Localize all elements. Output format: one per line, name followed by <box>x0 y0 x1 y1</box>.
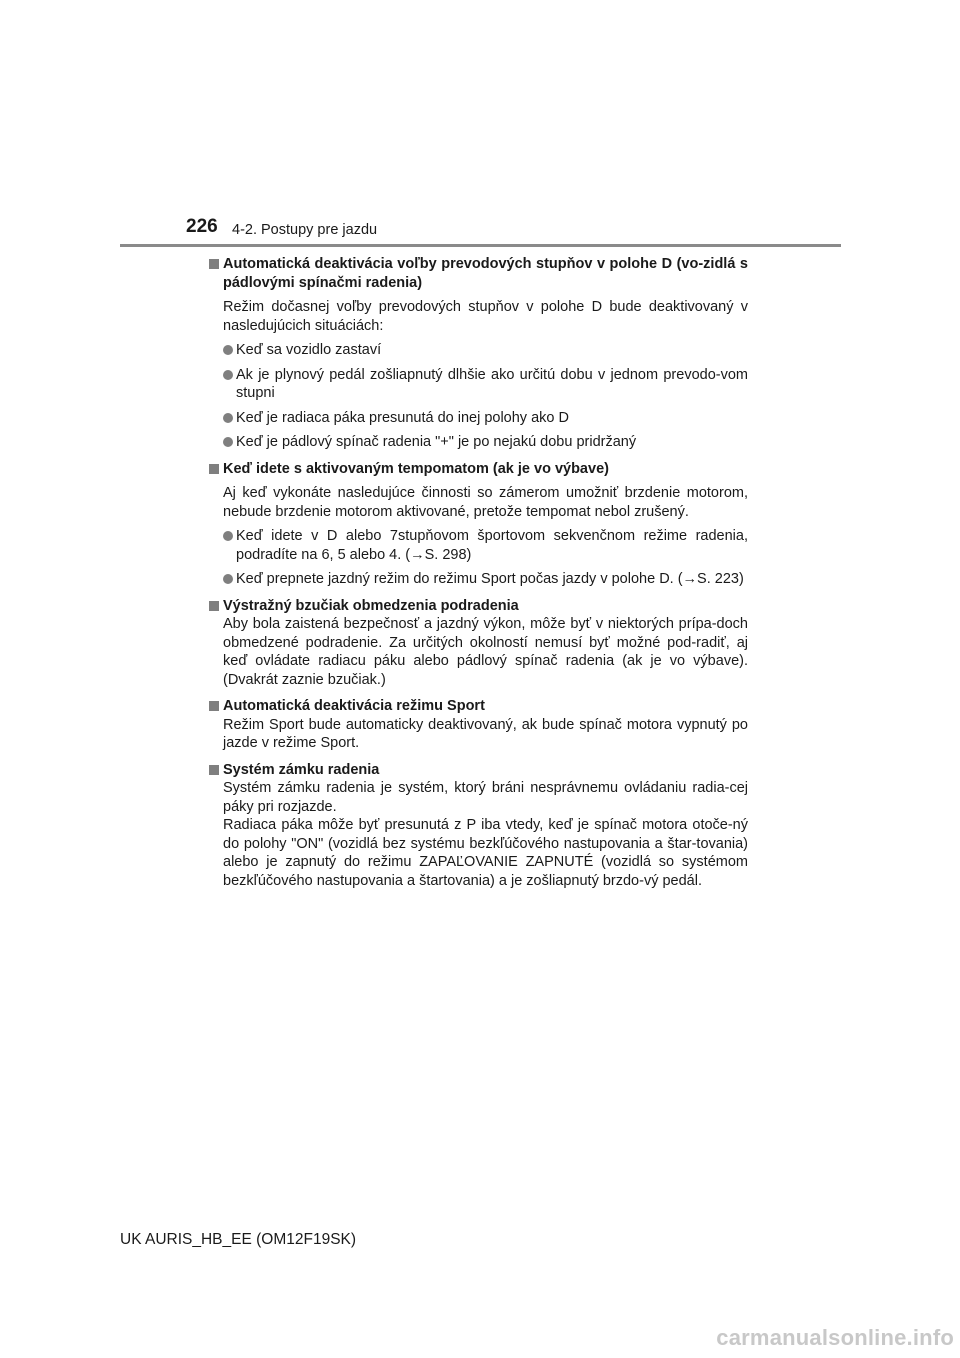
list-item-text: Keď je pádlový spínač radenia "+" je po nejakú dobu pridržaný <box>236 434 637 450</box>
section-title: 4-2. Postupy pre jazdu <box>232 222 378 238</box>
square-bullet-icon <box>209 765 219 775</box>
list-item <box>223 527 748 564</box>
round-bullet-icon <box>223 437 233 447</box>
list-item-text: Keď idete v D alebo 7stupňovom športovom sekvenčnom režime radenia, podradíte na 6, 5 alebo 4. (→S. 298) <box>236 528 748 563</box>
round-bullet-icon <box>223 370 233 380</box>
section-paragraph: Režim Sport bude automaticky deaktivovaný, ak bude spínač motora vypnutý po jazde v režime Sport. <box>223 716 748 751</box>
page-content <box>208 255 748 898</box>
section-paragraph: Systém zámku radenia je systém, ktorý bráni nesprávnemu ovládaniu radia-cej páky pri rozjazde. <box>223 780 748 815</box>
list-item <box>223 341 748 360</box>
header-divider <box>120 244 841 247</box>
list-item <box>223 366 748 403</box>
section-heading: Automatická deaktivácia režimu Sport <box>223 698 485 714</box>
page-header <box>186 216 846 246</box>
square-bullet-icon <box>209 701 219 711</box>
round-bullet-icon <box>223 574 233 584</box>
section-paragraph: Radiaca páka môže byť presunutá z P iba vtedy, keď je spínač motora otoče-ný do polohy "ON" (vozidlá bez systému bezkľúčového nastupovania a štar-tovania) alebo je zapnutý do režimu ZAPAĽOVANIE ZAPNUTÉ (vozidlá so systémom bezkľúčového nastupovania a štartovania) a je zošliapnutý brzdo-vý pedál. <box>223 817 748 889</box>
list-item-text: Ak je plynový pedál zošliapnutý dlhšie ako určitú dobu v jednom prevodo-vom stupni <box>236 366 748 401</box>
square-bullet-icon <box>209 464 219 474</box>
document-code: UK AURIS_HB_EE (OM12F19SK) <box>120 1231 357 1248</box>
round-bullet-icon <box>223 413 233 423</box>
section-heading: Automatická deaktivácia voľby prevodových stupňov v polohe D (vo-zidlá s pádlovými spínačmi radenia) <box>223 256 748 291</box>
square-bullet-icon <box>209 601 219 611</box>
section-heading: Systém zámku radenia <box>223 761 380 778</box>
list-item-text: Keď prepnete jazdný režim do režimu Sport počas jazdy v polohe D. (→S. 223) <box>236 571 744 587</box>
section-auto-deactivation-d <box>208 255 748 452</box>
section-heading: Výstražný bzučiak obmedzenia podradenia <box>223 597 519 614</box>
list-item <box>223 570 748 589</box>
list-item <box>223 409 748 428</box>
watermark: carmanualsonline.info <box>716 1325 954 1350</box>
section-paragraph: Aby bola zaistená bezpečnosť a jazdný výkon, môže byť v niektorých prípa-doch obmedzené podradenie. Za určitých okolností nemusí byť možné pod-radiť, aj keď ovládate radiacu páku alebo pádlový spínač radenia (ak je vo výbave). (Dvakrát zaznie bzučiak.) <box>223 616 748 688</box>
round-bullet-icon <box>223 531 233 541</box>
section-sport-mode-deactivation <box>208 697 748 753</box>
page-number: 226 <box>186 216 218 237</box>
section-shift-lock-system <box>208 761 748 891</box>
section-paragraph: Režim dočasnej voľby prevodových stupňov v polohe D bude deaktivovaný v nasledujúcich situáciách: <box>223 299 748 334</box>
round-bullet-icon <box>223 345 233 355</box>
section-cruise-control <box>208 460 748 589</box>
section-downshift-buzzer <box>208 597 748 690</box>
section-paragraph: Aj keď vykonáte nasledujúce činnosti so zámerom umožniť brzdenie motorom, nebude brzdenie motorom aktivované, pretože tempomat nebol zrušený. <box>223 485 748 520</box>
list-item <box>223 433 748 452</box>
list-item-text: Keď sa vozidlo zastaví <box>236 342 382 358</box>
list-item-text: Keď je radiaca páka presunutá do inej polohy ako D <box>236 409 569 426</box>
section-heading: Keď idete s aktivovaným tempomatom (ak je vo výbave) <box>223 460 609 477</box>
square-bullet-icon <box>209 259 219 269</box>
